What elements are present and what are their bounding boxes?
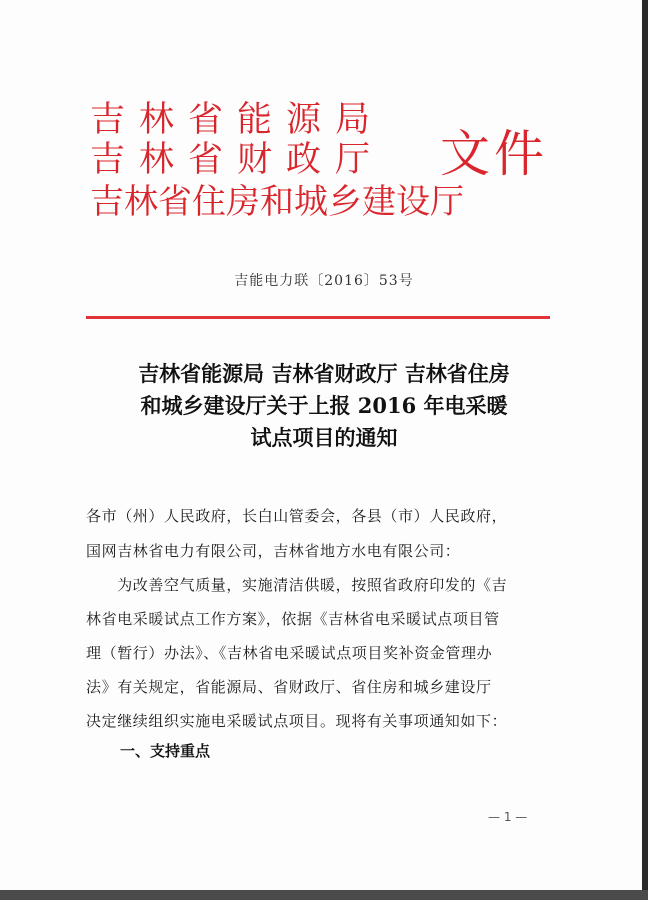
page-number: — 1 — [488,810,528,824]
document-word: 文件 [440,125,548,183]
addressee-line-2: 国网吉林省电力有限公司，吉林省地方水电有限公司： [86,542,461,560]
paragraph-line-2: 林省电采暖试点工作方案》，依据《吉林省电采暖试点项目管 [86,610,500,628]
scan-edge-bottom [0,890,648,900]
paragraph-line-3: 理（暂行）办法》、《吉林省电采暖试点项目奖补资金管理办 [86,644,493,662]
paragraph-line-4: 法》有关规定，省能源局、省财政厅、省住房和城乡建设厅 [86,678,492,696]
issuer-finance-department: 吉林省财政厅 [90,140,385,180]
paragraph-line-5: 决定继续组织实施电采暖试点项目。现将有关事项通知如下： [86,712,508,730]
paragraph-line-1: 为改善空气质量，实施清洁供暖，按照省政府印发的《吉 [86,576,508,594]
section-heading-1: 一、支持重点 [120,742,211,760]
title-line-2: 和城乡建设厅关于上报 2016 年电采暖 [140,393,508,418]
scan-edge-right [642,0,648,900]
issuer-housing-department: 吉林省住房和城乡建设厅 [90,182,464,222]
addressee-line-1: 各市（州）人民政府，长白山管委会，各县（市）人民政府， [86,507,508,525]
issuer-energy-bureau: 吉林省能源局 [90,100,385,140]
title-line-3: 试点项目的通知 [250,425,398,450]
red-divider [86,316,550,319]
document-title [80,358,568,454]
document-number: 吉能电力联〔2016〕53号 [234,273,414,289]
title-line-1: 吉林省能源局 吉林省财政厅 吉林省住房 [138,361,510,386]
